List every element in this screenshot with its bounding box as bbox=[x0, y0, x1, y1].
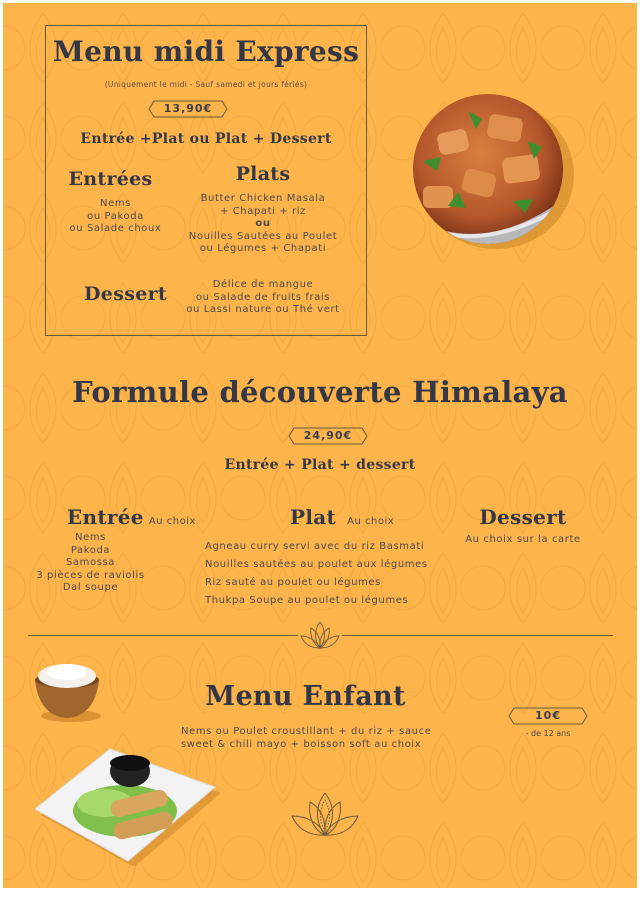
himalaya-dessert-heading: Dessert bbox=[479, 505, 567, 529]
lotus-divider-icon bbox=[298, 620, 342, 650]
express-plats-heading: Plats bbox=[235, 163, 291, 185]
himalaya-entree-item: Dal soupe bbox=[62, 582, 119, 593]
himalaya-entree-item: 3 pièces de raviolis bbox=[36, 569, 145, 581]
himalaya-plat-sub: Au choix bbox=[347, 516, 395, 527]
express-plat-item: Nouilles Sautées au Poulet bbox=[188, 230, 338, 242]
express-entree-item: Nems bbox=[100, 198, 131, 209]
rice-bowl-photo bbox=[31, 658, 106, 728]
himalaya-plat-header bbox=[290, 505, 430, 529]
himalaya-plat-item: Agneau curry servi avec du riz Basmati bbox=[205, 541, 425, 552]
express-price: 13,90€ bbox=[163, 102, 213, 115]
express-plat-item: ou bbox=[255, 218, 271, 229]
express-dessert-item: ou Salade de fruits frais bbox=[195, 291, 331, 303]
himalaya-title: Formule découverte Himalaya bbox=[72, 375, 568, 409]
himalaya-plat-heading: Plat bbox=[290, 505, 337, 529]
enfant-age-note: - de 12 ans bbox=[525, 729, 571, 738]
enfant-price: 10€ bbox=[535, 709, 561, 722]
himalaya-dessert-sub: Au choix sur la carte bbox=[465, 534, 581, 545]
express-plats-list bbox=[183, 193, 343, 256]
himalaya-formula: Entrée + Plat + dessert bbox=[224, 457, 416, 473]
enfant-description-line: Nems ou Poulet croustillant + du riz + sauce bbox=[181, 726, 432, 737]
express-dessert-heading: Dessert bbox=[84, 283, 167, 305]
enfant-description bbox=[181, 725, 441, 751]
himalaya-price-badge bbox=[288, 427, 368, 445]
butter-chicken-photo bbox=[408, 91, 578, 251]
express-entree-item: ou Salade choux bbox=[69, 223, 162, 234]
express-plat-item: Butter Chicken Masala bbox=[200, 193, 326, 204]
express-dessert-item: ou Lassi nature ou Thé vert bbox=[186, 304, 340, 315]
himalaya-entree-list bbox=[33, 532, 148, 595]
express-plat-item: + Chapati + riz bbox=[219, 205, 307, 217]
himalaya-plat-item: Nouilles sautées au poulet aux légumes bbox=[205, 559, 428, 570]
enfant-description-line: sweet & chili mayo + boisson soft au choix bbox=[181, 739, 422, 750]
himalaya-entree-item: Samossa bbox=[65, 557, 116, 568]
himalaya-entree-sub: Au choix bbox=[148, 516, 196, 527]
express-note: (Uniquement le midi - Sauf samedi et jours fériés) bbox=[104, 80, 308, 89]
express-entree-item: ou Pakoda bbox=[87, 210, 144, 222]
himalaya-entree-item: Pakoda bbox=[70, 544, 111, 556]
himalaya-plat-item: Thukpa Soupe au poulet ou légumes bbox=[205, 595, 409, 606]
express-dessert-item: Délice de mangue bbox=[212, 279, 314, 290]
himalaya-price: 24,90€ bbox=[303, 429, 353, 442]
enfant-price-badge bbox=[508, 707, 588, 725]
express-title: Menu midi Express bbox=[52, 35, 360, 68]
himalaya-entree-header bbox=[67, 505, 207, 529]
himalaya-plat-item: Riz sauté au poulet ou légumes bbox=[205, 577, 381, 588]
express-entrees-heading: Entrées bbox=[68, 168, 153, 190]
nems-plate-photo bbox=[35, 741, 220, 866]
express-dessert-list bbox=[178, 279, 348, 317]
express-plat-item: ou Légumes + Chapati bbox=[199, 243, 327, 254]
express-formula: Entrée +Plat ou Plat + Dessert bbox=[80, 131, 332, 147]
menu-page bbox=[3, 3, 637, 888]
himalaya-plat-list bbox=[205, 538, 435, 610]
express-entrees-list bbox=[53, 198, 178, 236]
himalaya-entree-item: Nems bbox=[75, 532, 106, 543]
express-price-badge bbox=[148, 100, 228, 118]
lotus-ornament-icon bbox=[288, 790, 363, 838]
himalaya-entree-heading: Entrée bbox=[67, 505, 144, 529]
enfant-title: Menu Enfant bbox=[205, 681, 406, 712]
